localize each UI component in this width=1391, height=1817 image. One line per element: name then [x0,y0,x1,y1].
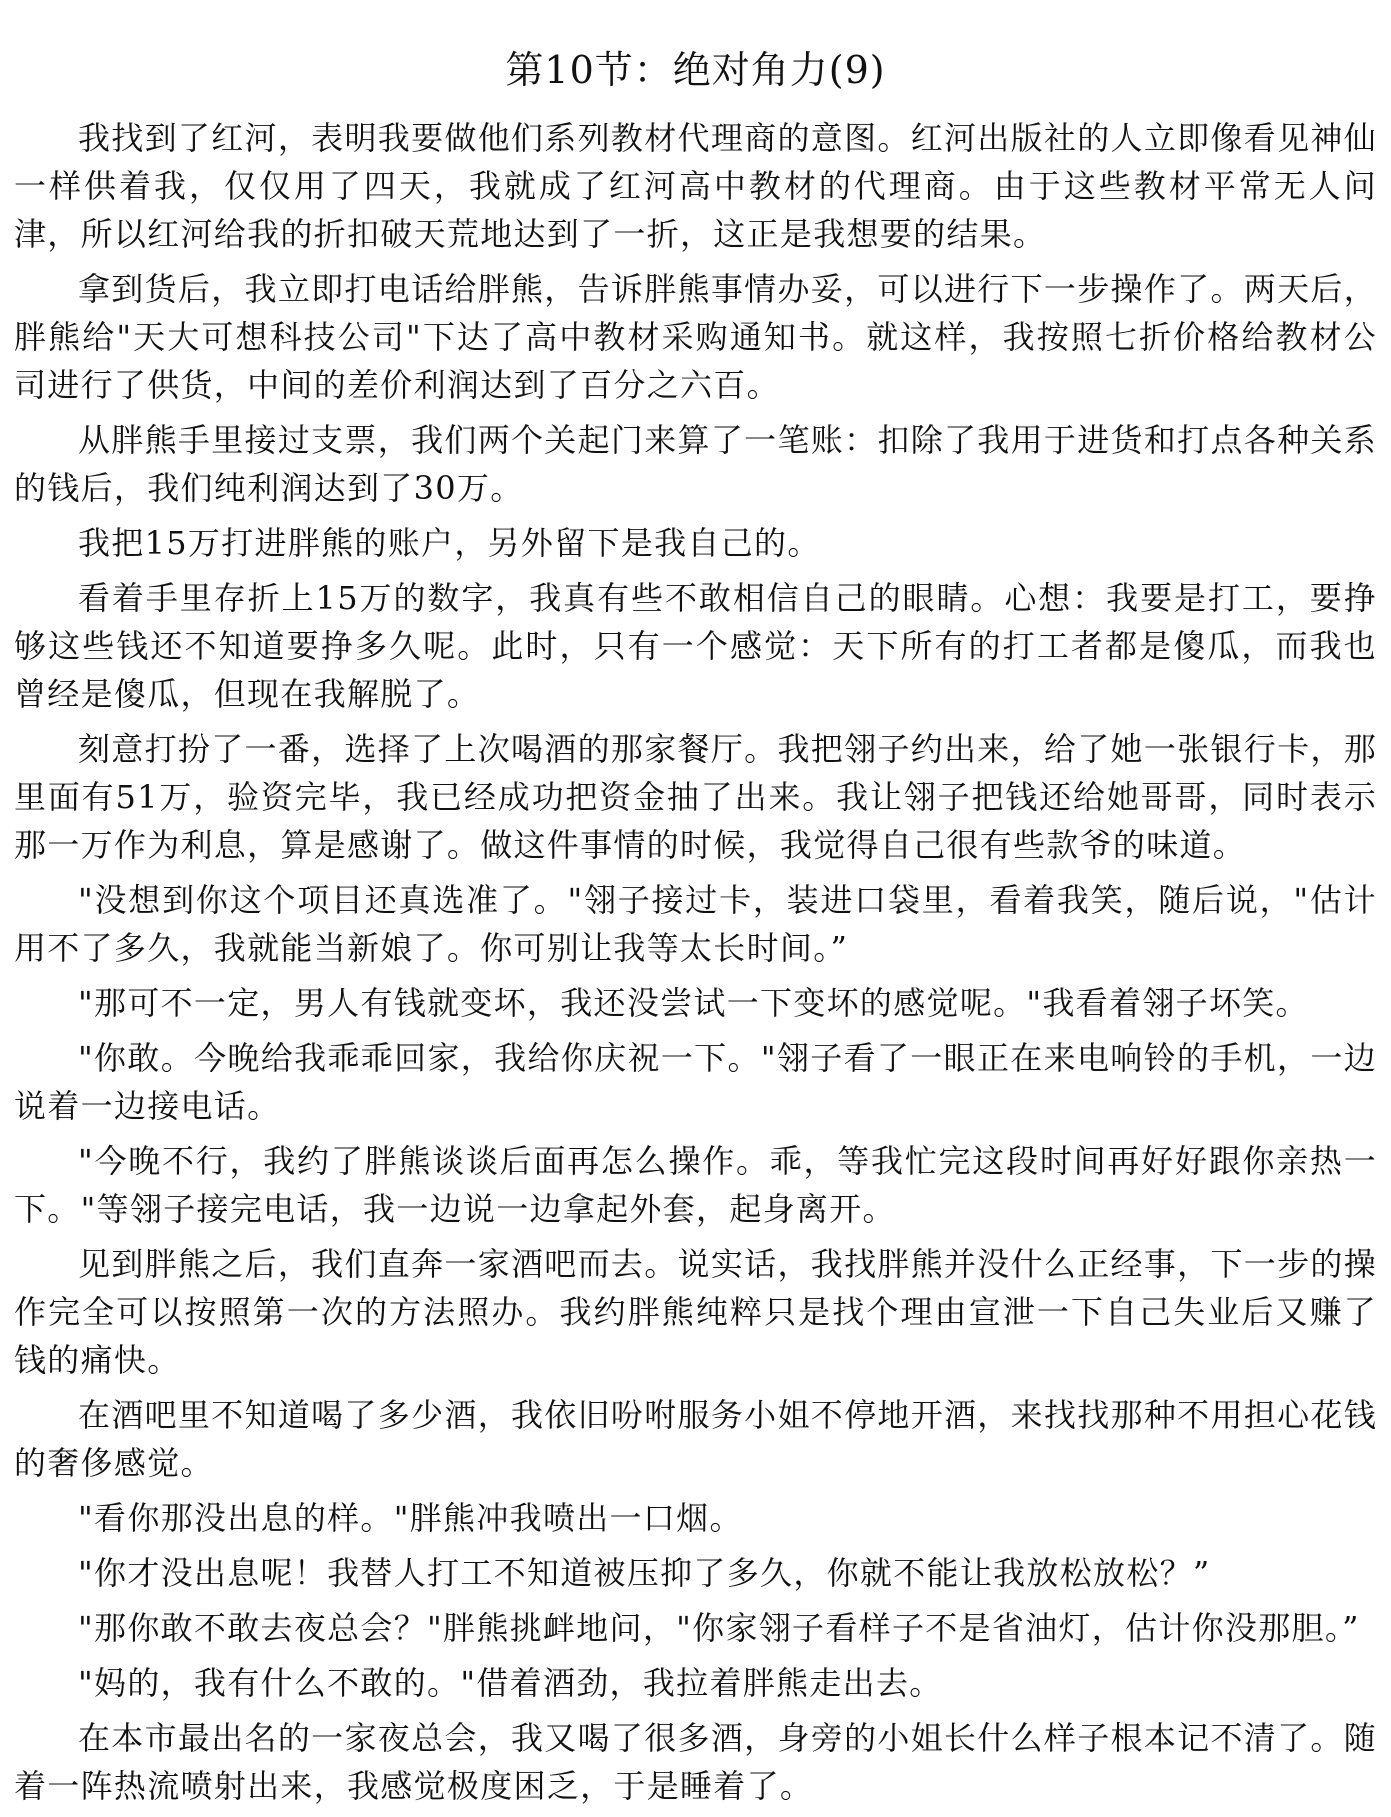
paragraph: "今晚不行，我约了胖熊谈谈后面再怎么操作。乖，等我忙完这段时间再好好跟你亲热一下。"等翎子接完电话，我一边说一边拿起外套，起身离开。 [14,1142,1377,1228]
chapter-title: 第10节：绝对角力(9) [505,48,886,92]
paragraph: "看你那没出息的样。"胖熊冲我喷出一口烟。 [78,1499,743,1537]
paragraph: "没想到你这个项目还真选准了。"翎子接过卡，装进口袋里，看着我笑，随后说，"估计用不了多久，我就能当新娘了。你可别让我等太长时间。” [14,881,1377,967]
paragraph: "那你敢不敢去夜总会？"胖熊挑衅地问，"你家翎子看样子不是省油灯，估计你没那胆。” [78,1609,1360,1647]
paragraph: 见到胖熊之后，我们直奔一家酒吧而去。说实话，我找胖熊并没什么正经事，下一步的操作完全可以按照第一次的方法照办。我约胖熊纯粹只是找个理由宣泄一下自己失业后又赚了钱的痛快。 [14,1245,1377,1379]
paragraph: 拿到货后，我立即打电话给胖熊，告诉胖熊事情办妥，可以进行下一步操作了。两天后，胖熊给"天大可想科技公司"下达了高中教材采购通知书。就这样，我按照七折价格给教材公司进行了供货，中间的差价利润达到了百分之六百。 [14,270,1377,404]
paragraph: "妈的，我有什么不敢的。"借着酒劲，我拉着胖熊走出去。 [78,1664,943,1702]
paragraph: 我找到了红河，表明我要做他们系列教材代理商的意图。红河出版社的人立即像看见神仙一样供着我，仅仅用了四天，我就成了红河高中教材的代理商。由于这些教材平常无人问津，所以红河给我的折扣破天荒地达到了一折，这正是我想要的结果。 [14,119,1377,253]
paragraph: "你敢。今晚给我乖乖回家，我给你庆祝一下。"翎子看了一眼正在来电响铃的手机，一边说着一边接电话。 [14,1039,1377,1125]
chapter-body [14,114,1377,1817]
paragraph: 在本市最出名的一家夜总会，我又喝了很多酒，身旁的小姐长什么样子根本记不清了。随着一阵热流喷射出来，我感觉极度困乏，于是睡着了。 [14,1719,1377,1805]
paragraph: 在酒吧里不知道喝了多少酒，我依旧吩咐服务小姐不停地开酒，来找找那种不用担心花钱的奢侈感觉。 [14,1396,1377,1482]
paragraph: "那可不一定，男人有钱就变坏，我还没尝试一下变坏的感觉呢。"我看着翎子坏笑。 [78,984,1309,1022]
paragraph: 看着手里存折上15万的数字，我真有些不敢相信自己的眼睛。心想：我要是打工，要挣够这些钱还不知道要挣多久呢。此时，只有一个感觉：天下所有的打工者都是傻瓜，而我也曾经是傻瓜，但现在我解脱了。 [14,579,1377,713]
paragraph: 从胖熊手里接过支票，我们两个关起门来算了一笔账：扣除了我用于进货和打点各种关系的钱后，我们纯利润达到了30万。 [14,421,1377,507]
paragraph: 我把15万打进胖熊的账户，另外留下是我自己的。 [78,524,821,562]
paragraph: 刻意打扮了一番，选择了上次喝酒的那家餐厅。我把翎子约出来，给了她一张银行卡，那里面有51万，验资完毕，我已经成功把资金抽了出来。我让翎子把钱还给她哥哥，同时表示那一万作为利息，算是感谢了。做这件事情的时候，我觉得自己很有些款爷的味道。 [14,730,1377,864]
paragraph: "你才没出息呢！我替人打工不知道被压抑了多久，你就不能让我放松放松？” [78,1554,1211,1592]
